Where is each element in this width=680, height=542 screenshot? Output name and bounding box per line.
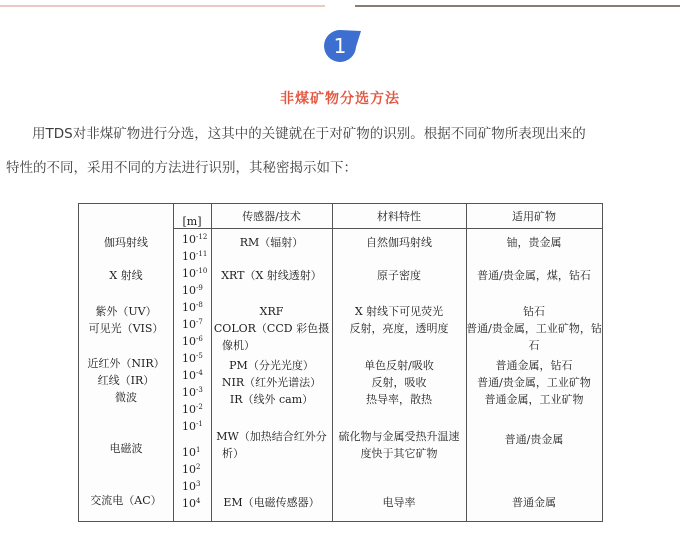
sensor-ir: IR（线外 cam） [229, 393, 314, 406]
radiation-em: 电磁波 [109, 442, 143, 455]
wavelength-exponent: $10^{-10}$ [182, 267, 208, 280]
wavelength-exponent: $10^{-6}$ [182, 335, 203, 348]
material-heat: 热导率，散热 [366, 393, 432, 406]
minerals-pm: 普通金属，钻石 [495, 359, 573, 372]
header-sensor: 传感器/技术 [242, 210, 301, 223]
sensor-rm: RM（辐射） [239, 236, 304, 249]
header-material: 材料特性 [377, 210, 421, 223]
minerals-xrf: 钻石 [523, 305, 545, 318]
minerals-color-line-2: 石 [528, 339, 540, 352]
radiation-xray: X 射线 [109, 269, 143, 282]
wavelength-exponent: $10^1$ [182, 446, 201, 459]
header-unit: [m] [182, 215, 202, 228]
wavelength-exponent: $10^2$ [182, 463, 201, 476]
material-fluorescence: X 射线下可见荧光 [354, 305, 444, 318]
wavelength-exponent: $10^{-2}$ [182, 403, 203, 416]
material-absorb: 反射，吸收 [371, 376, 427, 389]
wavelength-exponent: $10^{-8}$ [182, 301, 203, 314]
section-number-badge [322, 28, 362, 64]
sensor-mw-line-1: MW（加热结合红外分 [216, 430, 327, 443]
table-header-divider [173, 228, 602, 229]
wavelength-exponent: $10^{-12}$ [182, 233, 208, 246]
radiation-nir: 近红外（NIR） [87, 357, 165, 370]
sensor-mw-line-2: 析） [222, 447, 244, 460]
sensor-xrt: XRT（X 射线透射） [221, 269, 322, 282]
section-title: 非煤矿物分选方法 [280, 91, 400, 107]
minerals-xrt: 普通/贵金属，煤，钻石 [477, 269, 591, 282]
table-column-divider [173, 204, 174, 521]
sensor-color-line-2: 像机） [222, 339, 255, 352]
minerals-color-line-1: 普通/贵金属，工业矿物，钻 [466, 322, 602, 335]
material-conductivity: 电导率 [382, 496, 416, 509]
wavelength-exponent: $10^{-5}$ [182, 352, 203, 365]
minerals-nir: 普通/贵金属，工业矿物 [477, 376, 591, 389]
radiation-microwave: 微波 [115, 391, 137, 404]
wavelength-exponent: $10^{-7}$ [182, 318, 203, 331]
top-divider [0, 5, 680, 7]
sensor-xrf: XRF [259, 305, 284, 318]
sensor-pm: PM（分光光度） [229, 359, 314, 372]
wavelength-exponent: $10^{-4}$ [182, 369, 203, 382]
material-reflection: 反射，亮度，透明度 [349, 322, 449, 335]
material-mono-reflect: 单色反射/吸收 [364, 359, 434, 372]
paragraph-line-2: 特性的不同，采用不同的方法进行识别，其秘密揭示如下： [6, 160, 357, 176]
top-divider-left [0, 5, 325, 7]
radiation-uv: 紫外（UV） [95, 305, 157, 318]
minerals-gamma: 铀，贵金属 [506, 236, 562, 249]
wavelength-exponent: $10^{-1}$ [182, 420, 203, 433]
wavelength-exponent: $10^{-9}$ [182, 284, 203, 297]
sorting-methods-table [78, 203, 603, 522]
section-number: 1 [333, 34, 347, 58]
material-mw-line-1: 硫化物与金属受热升温速 [338, 430, 460, 443]
material-density: 原子密度 [377, 269, 421, 282]
wavelength-exponent: $10^{-11}$ [182, 250, 208, 263]
sensor-em: EM（电磁传感器） [223, 496, 320, 509]
sensor-color-line-1: COLOR（CCD 彩色摄 [213, 322, 330, 335]
top-divider-right [355, 5, 680, 7]
header-minerals: 适用矿物 [512, 210, 556, 223]
radiation-ac: 交流电（AC） [90, 494, 162, 507]
wavelength-exponent: $10^3$ [182, 480, 201, 493]
sensor-nir: NIR（红外光谱法） [221, 376, 322, 389]
minerals-em: 普通金属 [512, 496, 556, 509]
minerals-mw: 普通/贵金属 [504, 433, 564, 446]
material-gamma: 自然伽玛射线 [366, 236, 432, 249]
radiation-ir: 红线（IR） [97, 374, 155, 387]
material-mw-line-2: 度快于其它矿物 [360, 447, 438, 460]
wavelength-exponent: $10^{-3}$ [182, 386, 203, 399]
minerals-ir: 普通金属，工业矿物 [484, 393, 584, 406]
radiation-gamma: 伽玛射线 [104, 236, 148, 249]
wavelength-exponent: $10^4$ [182, 497, 201, 510]
radiation-vis: 可见光（VIS） [88, 322, 164, 335]
paragraph-line-1: 用TDS对非煤矿物进行分选，这其中的关键就在于对矿物的识别。根据不同矿物所表现出来的 [32, 126, 586, 142]
